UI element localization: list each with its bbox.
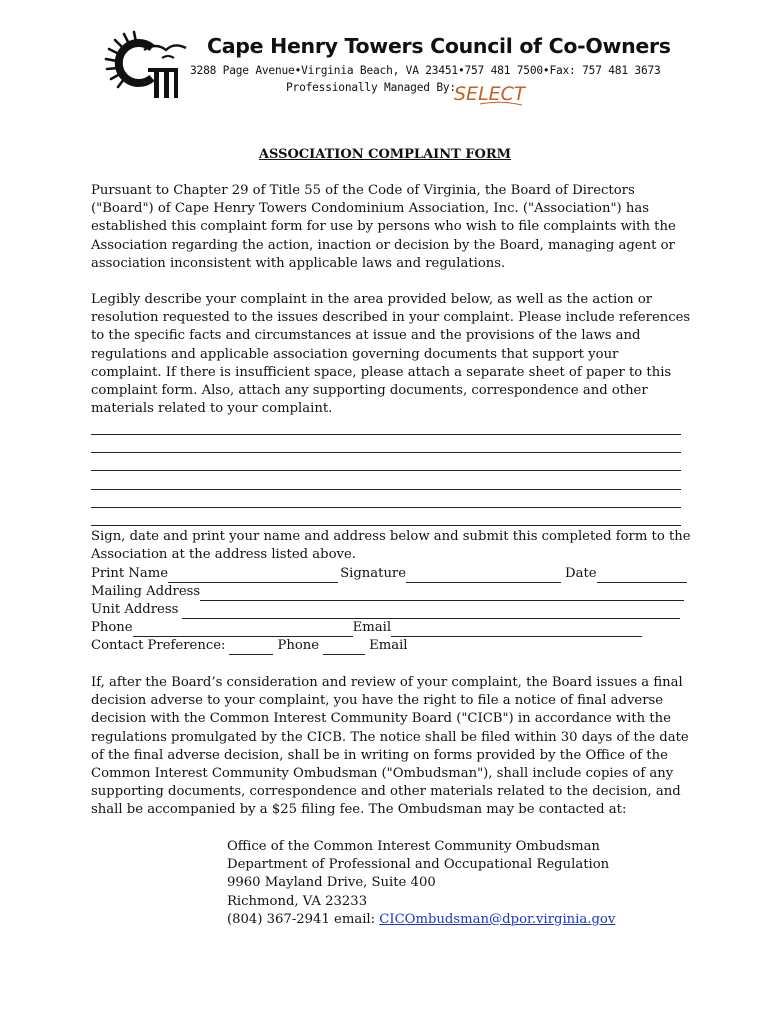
form-title: ASSOCIATION COMPLAINT FORM [258, 147, 512, 162]
contact-preference-label: Contact Preference: [91, 638, 226, 653]
date-label: Date [565, 566, 597, 581]
complaint-line[interactable] [91, 489, 678, 490]
instructions-paragraph: Legibly describe your complaint in the area provided below, as well as the action or resolution requested to the issues described in your complaint. Please include references to the specific facts and circumstances at issue and the provisions of the laws and regulations and applicable association governing documents that support your complaint. If there is insufficient space, please attach a separate sheet of paper to this complaint form. Also, attach any supporting documents, correspondence and other materials related to your complaint. [91, 292, 691, 417]
unit-address-field[interactable] [182, 605, 680, 619]
phone-label: Phone [91, 620, 133, 635]
ombudsman-address [227, 838, 615, 929]
managed-by-label: Professionally Managed By: [286, 81, 456, 94]
unit-address-label: Unit Address [91, 602, 179, 617]
complaint-line-tick [677, 470, 681, 471]
complaint-line-tick [677, 525, 681, 526]
select-group-logo [452, 80, 526, 108]
contact-pref-email-label: Email [369, 638, 408, 653]
select-logo-text: SELECT [454, 83, 526, 105]
ombudsman-department: Department of Professional and Occupational Regulation [227, 857, 610, 873]
date-field[interactable] [597, 569, 687, 583]
adverse-decision-paragraph: If, after the Board’s consideration and review of your complaint, the Board issues a final decision adverse to your complaint, you have the right to file a notice of final adverse decision with the Common Interest Community Board ("CICB") in accordance with the regulations promulgated by the CICB. The notice shall be filed within 30 days of the date of the final adverse decision, shall be in writing on forms provided by the Office of the Common Interest Community Ombudsman ("Ombudsman"), shall include copies of any supporting documents, correspondence and other materials related to the decision, and shall be accompanied by a $25 filing fee. The Ombudsman may be contacted at: [91, 675, 689, 818]
phone-field[interactable] [133, 623, 353, 637]
unit-address-row [91, 601, 680, 619]
ombudsman-office: Office of the Common Interest Community Ombudsman [227, 839, 600, 854]
email-field[interactable] [391, 623, 642, 637]
complaint-line-tick [677, 452, 681, 453]
complaint-line[interactable] [91, 525, 678, 526]
print-name-label: Print Name [91, 566, 169, 581]
name-signature-date-row [91, 565, 687, 583]
signature-field[interactable] [406, 569, 561, 583]
cape-henry-towers-logo [104, 28, 192, 100]
ombudsman-city: Richmond, VA 23233 [227, 893, 368, 909]
complaint-line-tick [677, 507, 681, 508]
contact-pref-email-field[interactable] [323, 641, 365, 655]
phone-email-row [91, 619, 642, 637]
complaint-line[interactable] [91, 470, 678, 471]
contact-preference-row [91, 637, 408, 655]
sign-instructions: Sign, date and print your name and address below and submit this completed form to the Association at the address listed above. [91, 529, 691, 563]
complaint-line-tick [677, 489, 681, 490]
mailing-address-label: Mailing Address [91, 584, 201, 599]
complaint-line[interactable] [91, 434, 678, 435]
mailing-address-row [91, 583, 684, 601]
email-label: Email [352, 620, 392, 635]
complaint-line[interactable] [91, 507, 678, 508]
ombudsman-email-link[interactable]: CICOmbudsman@dpor.virginia.gov [379, 911, 616, 927]
contact-pref-phone-field[interactable] [229, 641, 273, 655]
contact-pref-phone-label: Phone [277, 638, 320, 653]
ombudsman-phone: (804) 367-2941 email: [227, 911, 380, 927]
intro-paragraph: Pursuant to Chapter 29 of Title 55 of the Code of Virginia, the Board of Directors ("Board") of Cape Henry Towers Condominium Association, Inc. ("Association") has established this complaint form for use by persons who wish to file complaints with the Association regarding the action, inaction or decision by the Board, managing agent or association inconsistent with applicable laws and regulations. [91, 183, 676, 271]
complaint-line[interactable] [91, 452, 678, 453]
signature-label: Signature [340, 566, 407, 581]
organization-address: 3288 Page Avenue•Virginia Beach, VA 23451•757 481 7500•Fax: 757 481 3673 [190, 64, 661, 77]
ombudsman-contact [227, 911, 615, 929]
mailing-address-field[interactable] [200, 587, 684, 601]
organization-name: Cape Henry Towers Council of Co-Owners [207, 34, 671, 58]
print-name-field[interactable] [168, 569, 338, 583]
complaint-line-tick [677, 434, 681, 435]
ombudsman-street: 9960 Mayland Drive, Suite 400 [227, 875, 436, 891]
